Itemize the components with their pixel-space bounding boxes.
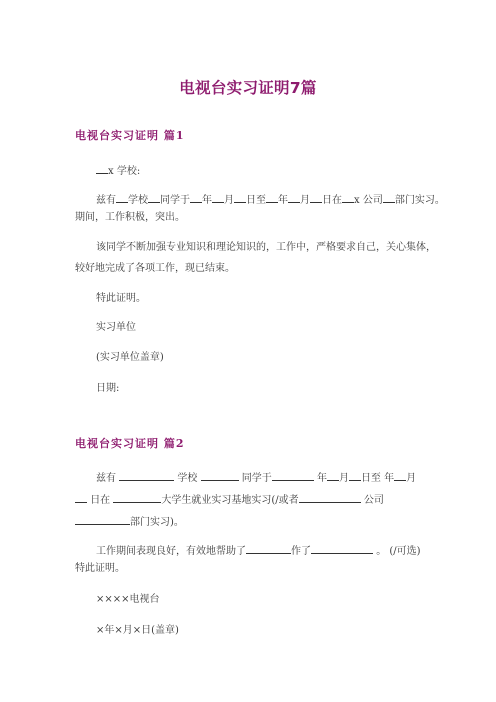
- s2-line-2: 日在 大学生就业实习基地实习(/或者 公司: [75, 493, 384, 506]
- s2-line-1: 兹有 学校 同学于 年 月 日至 年 月: [96, 473, 417, 484]
- s2-line-3: 部门实习)。: [75, 515, 184, 528]
- s1-paragraph-1-line-1: 兹有 学校 同学于 年 月 日至 年 月 日在 x 公司 部门实习。: [96, 195, 445, 206]
- s2-line-4: 工作期间表现良好，有效地帮助了 作了 。 (/可选): [96, 546, 421, 557]
- section-heading-1: 电视台实习证明 篇1: [75, 129, 185, 142]
- document-title: 电视台实习证明7篇: [179, 79, 317, 97]
- s1-date: 日期:: [96, 383, 120, 394]
- s1-paragraph-1-line-2: 期间，工作积极，突出。: [75, 212, 185, 223]
- s2-date-seal: ×年×月×日(盖章): [96, 625, 179, 636]
- salutation: x 学校:: [96, 164, 140, 177]
- s2-station: ××××电视台: [96, 594, 160, 605]
- blank-field: [96, 164, 108, 174]
- s1-paragraph-2-line-1: 该同学不断加强专业知识和理论知识的，工作中，严格要求自己，关心集体，: [96, 242, 436, 253]
- section-heading-2: 电视台实习证明 篇2: [75, 437, 185, 450]
- s2-certification: 特此证明。: [75, 563, 125, 574]
- s1-internship-unit: 实习单位: [96, 322, 136, 333]
- s1-unit-seal: (实习单位盖章): [96, 352, 164, 363]
- s1-paragraph-2-line-2: 较好地完成了各项工作，现已结束。: [75, 263, 235, 274]
- s1-certification: 特此证明。: [96, 293, 146, 304]
